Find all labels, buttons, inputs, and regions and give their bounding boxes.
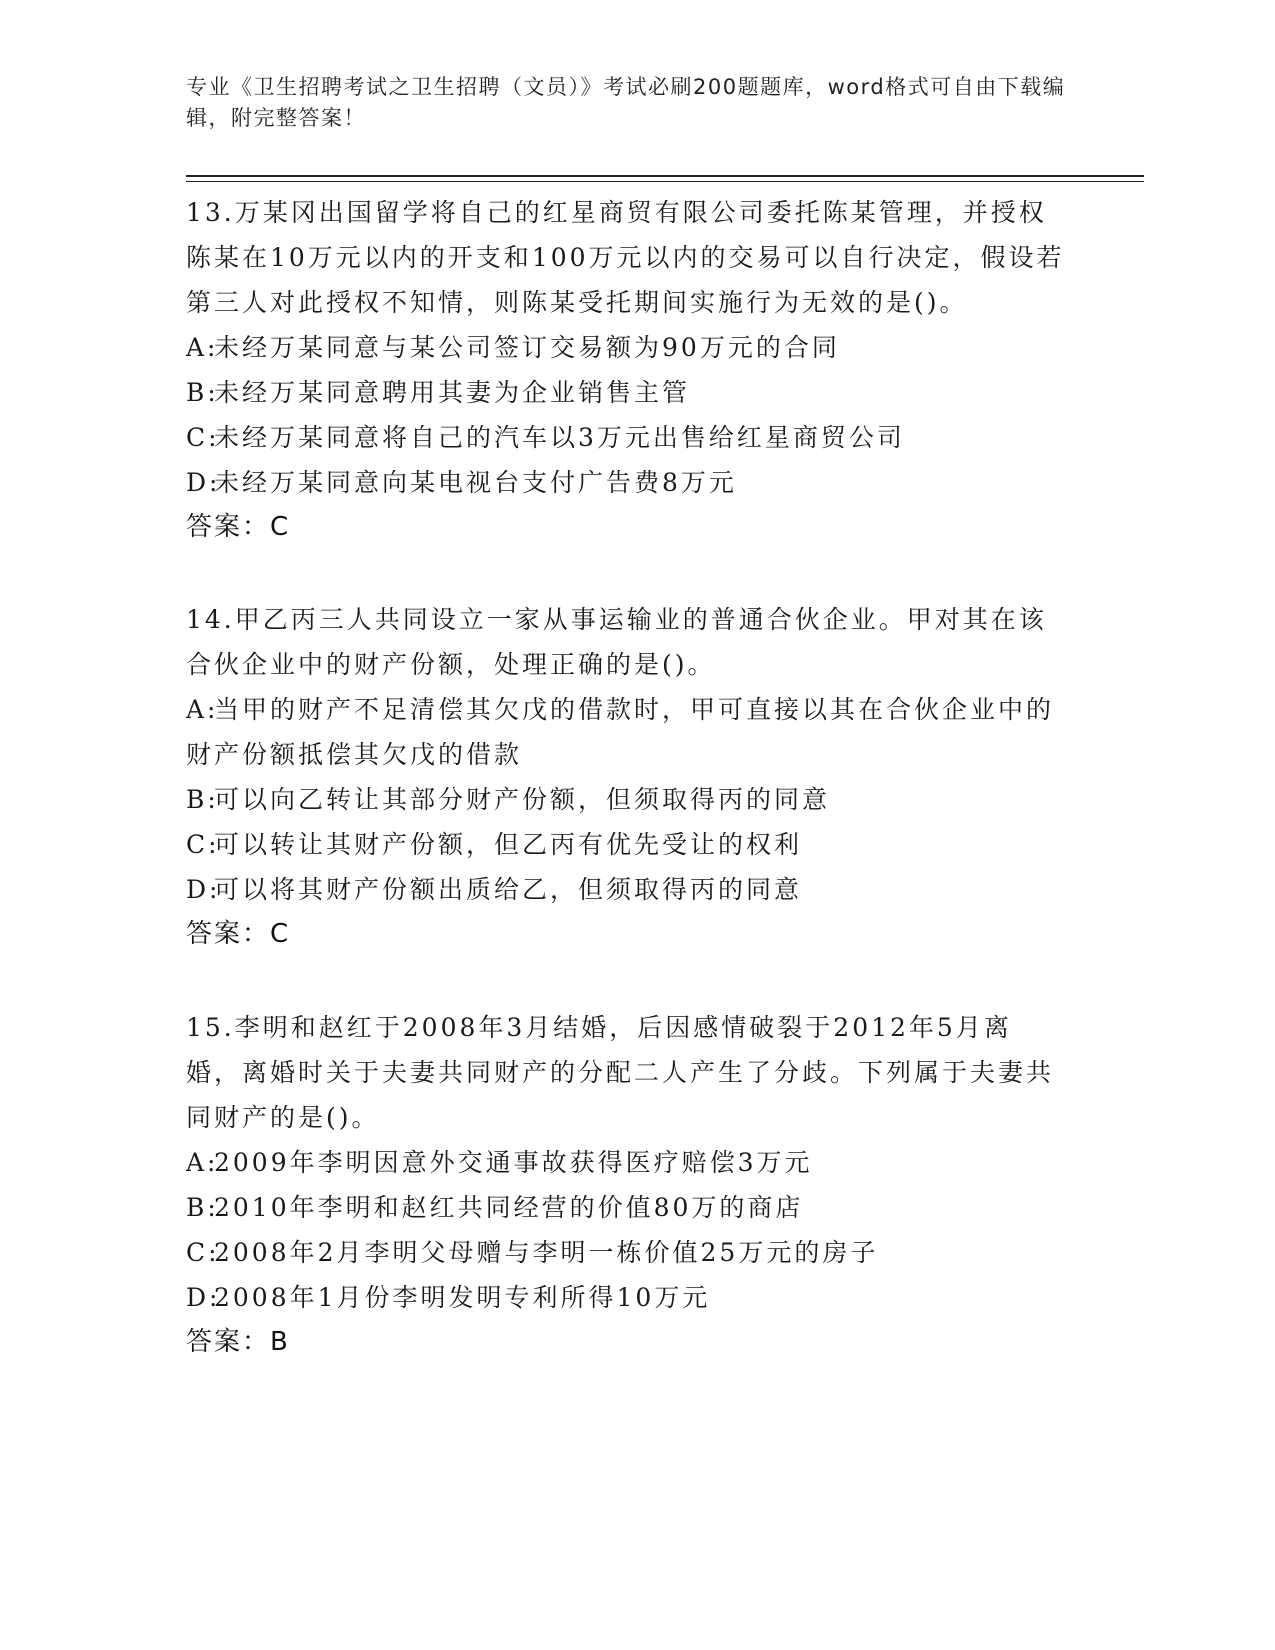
option-text: 未经万某同意聘用其妻为企业销售主管 <box>214 378 691 407</box>
option-text: 未经万某同意向某电视台支付广告费8万元 <box>214 468 737 497</box>
option-key: C: <box>186 830 220 859</box>
option-key: B: <box>186 1193 219 1222</box>
option-b <box>186 370 1066 415</box>
option-key: C: <box>186 1238 220 1267</box>
option-text: 2008年1月份李明发明专利所得10万元 <box>214 1283 711 1312</box>
answer-line: 答案：C <box>186 512 291 542</box>
option-c <box>186 1230 1066 1275</box>
question-14 <box>186 597 1066 957</box>
option-text: 当甲的财产不足清偿其欠戊的借款时，甲可直接以其在合伙企业中的财产份额抵偿其欠戊的借款 <box>186 695 1055 769</box>
answer-line: 答案：C <box>186 919 291 949</box>
option-key: A: <box>186 695 219 724</box>
question-stem: 14.甲乙丙三人共同设立一家从事运输业的普通合伙企业。甲对其在该合伙企业中的财产份额，处理正确的是()。 <box>186 605 1047 679</box>
answer-line: 答案：B <box>186 1327 290 1357</box>
option-text: 可以将其财产份额出质给乙，但须取得丙的同意 <box>214 875 803 904</box>
header-divider-thick <box>186 175 1144 177</box>
option-text: 2009年李明因意外交通事故获得医疗赔偿3万元 <box>214 1148 813 1177</box>
option-c <box>186 415 1066 460</box>
option-key: D: <box>186 1283 221 1312</box>
option-text: 2010年李明和赵红共同经营的价值80万的商店 <box>214 1193 804 1222</box>
option-a <box>186 687 1066 777</box>
option-b <box>186 777 1066 822</box>
option-d <box>186 460 1066 505</box>
option-text: 可以转让其财产份额，但乙丙有优先受让的权利 <box>214 830 803 859</box>
header-divider-thin <box>186 181 1144 182</box>
option-key: A: <box>186 333 219 362</box>
option-key: C: <box>186 423 220 452</box>
option-d <box>186 867 1066 912</box>
question-15 <box>186 1005 1066 1365</box>
option-text: 未经万某同意与某公司签订交易额为90万元的合同 <box>214 333 840 362</box>
option-key: A: <box>186 1148 219 1177</box>
option-a <box>186 325 1066 370</box>
option-key: B: <box>186 378 219 407</box>
option-d <box>186 1275 1066 1320</box>
question-stem: 15.李明和赵红于2008年3月结婚，后因感情破裂于2012年5月离婚，离婚时关于夫妻共同财产的分配二人产生了分歧。下列属于夫妻共同财产的是()。 <box>186 1013 1055 1132</box>
option-c <box>186 822 1066 867</box>
question-stem: 13.万某冈出国留学将自己的红星商贸有限公司委托陈某管理，并授权陈某在10万元以内的开支和100万元以内的交易可以自行决定，假设若第三人对此授权不知情，则陈某受托期间实施行为无效的是()。 <box>186 198 1065 317</box>
option-key: B: <box>186 785 219 814</box>
option-a <box>186 1140 1066 1185</box>
option-text: 可以向乙转让其部分财产份额，但须取得丙的同意 <box>214 785 831 814</box>
option-key: D: <box>186 875 221 904</box>
option-text: 2008年2月李明父母赠与李明一栋价值25万元的房子 <box>214 1238 879 1267</box>
document-header: 专业《卫生招聘考试之卫生招聘（文员）》考试必刷200题题库，word格式可自由下载编辑，附完整答案！ <box>186 75 1066 130</box>
option-text: 未经万某同意将自己的汽车以3万元出售给红星商贸公司 <box>214 423 905 452</box>
option-b <box>186 1185 1066 1230</box>
question-13 <box>186 190 1066 550</box>
option-key: D: <box>186 468 221 497</box>
